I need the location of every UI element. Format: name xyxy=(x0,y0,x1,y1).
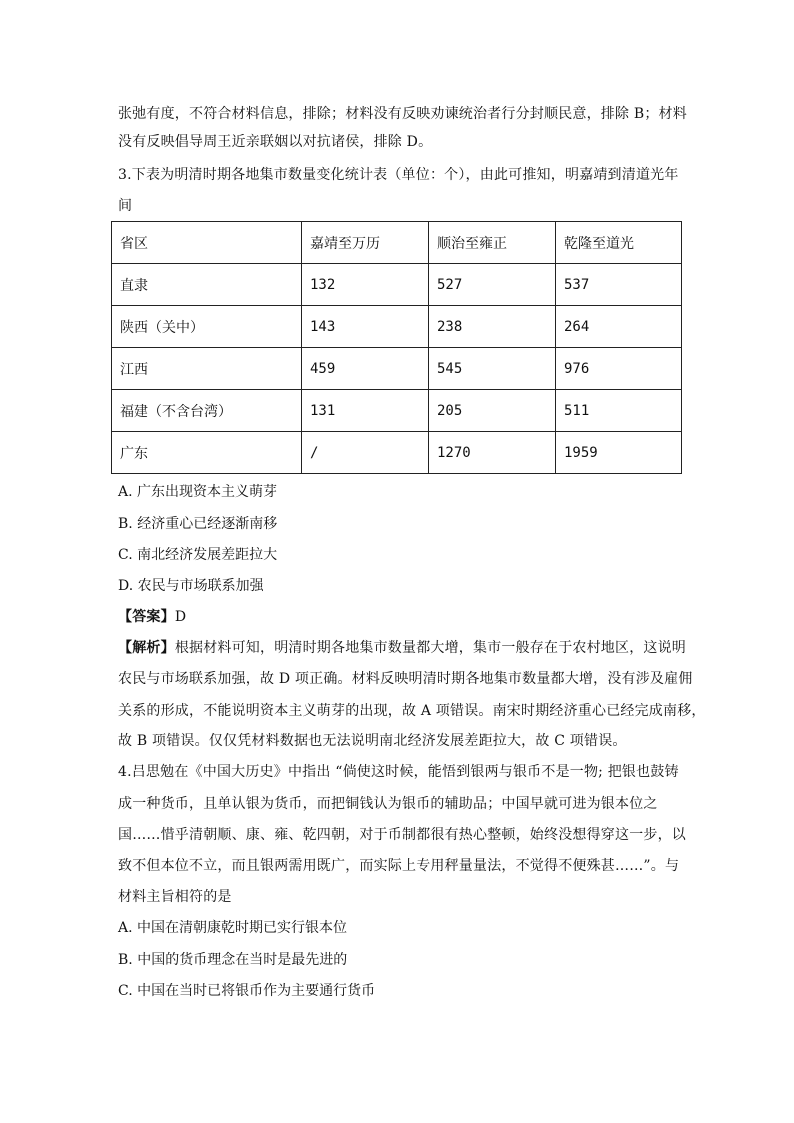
q3-option-b: B. 经济重心已经逐渐南移 xyxy=(118,516,278,532)
analysis-label: 【解析】 xyxy=(118,640,175,656)
prev-explanation-line-1: 张弛有度，不符合材料信息，排除；材料没有反映劝谏统治者行分封顺民意，排除 B；材料 xyxy=(118,106,687,122)
table-header-cell: 顺治至雍正 xyxy=(429,222,556,264)
q3-analysis-line-2: 农民与市场联系加强，故 D 项正确。材料反映明清时期各地集市数量都大增，没有涉及雇佣 xyxy=(118,671,693,687)
table-cell-value: 527 xyxy=(429,264,556,306)
q3-option-c: C. 南北经济发展差距拉大 xyxy=(118,547,278,563)
q3-analysis-line-1 xyxy=(118,638,686,658)
table-cell-value: 143 xyxy=(302,306,429,348)
q4-stem-line-4: 致不但本位不立，而且银两需用既广，而实际上专用秤量量法，不觉得不便殊甚……”。与 xyxy=(118,858,680,874)
table-header-row xyxy=(112,222,682,264)
table-row xyxy=(112,390,682,432)
table-cell-value: 1959 xyxy=(556,432,682,474)
q3-answer xyxy=(118,607,186,627)
q3-analysis-line-3: 关系的形成，不能说明资本主义萌芽的出现，故 A 项错误。南宋时期经济重心已经完成南移， xyxy=(118,703,706,719)
table-header-cell: 省区 xyxy=(112,222,302,264)
market-count-table xyxy=(111,221,682,474)
table-cell-value: 976 xyxy=(556,348,682,390)
q4-stem-line-2: 成一种货币，且单认银为货币，而把铜钱认为银币的辅助品；中国早就可进为银本位之 xyxy=(118,796,658,812)
table-cell-value: 205 xyxy=(429,390,556,432)
table-cell-value: 264 xyxy=(556,306,682,348)
table-cell-value: 238 xyxy=(429,306,556,348)
answer-value: D xyxy=(174,609,187,625)
table-cell-value: 511 xyxy=(556,390,682,432)
q4-stem-line-5: 材料主旨相符的是 xyxy=(118,889,232,905)
table-cell-province: 福建（不含台湾） xyxy=(112,390,302,432)
table-row xyxy=(112,432,682,474)
q4-stem-line-3: 国……惜乎清朝顺、康、雍、乾四朝，对于币制都很有热心整顿，始终没想得穿这一步，以 xyxy=(118,827,686,843)
table-cell-value: 132 xyxy=(302,264,429,306)
q3-option-a: A. 广东出现资本主义萌芽 xyxy=(118,484,278,500)
q3-stem-line-2: 间 xyxy=(118,198,133,214)
table-cell-value: 1270 xyxy=(429,432,556,474)
q4-option-a: A. 中国在清朝康乾时期已实行银本位 xyxy=(118,920,348,936)
table-cell-province: 直隶 xyxy=(112,264,302,306)
prev-explanation-line-2: 没有反映倡导周王近亲联姻以对抗诸侯，排除 D。 xyxy=(118,134,433,150)
table-cell-value: / xyxy=(302,432,429,474)
table-row xyxy=(112,306,682,348)
table-cell-value: 131 xyxy=(302,390,429,432)
table-row xyxy=(112,348,682,390)
q4-stem-line-1: 4.吕思勉在《中国大历史》中指出 “倘使这时候，能悟到银两与银币不是一物; 把银也鼓铸 xyxy=(118,764,679,780)
table-cell-value: 537 xyxy=(556,264,682,306)
answer-label: 【答案】 xyxy=(118,609,175,625)
table-cell-value: 545 xyxy=(429,348,556,390)
q4-option-b: B. 中国的货币理念在当时是最先进的 xyxy=(118,952,348,968)
table-cell-province: 广东 xyxy=(112,432,302,474)
q3-option-d: D. 农民与市场联系加强 xyxy=(118,578,264,594)
table-header-cell: 乾隆至道光 xyxy=(556,222,682,264)
table-cell-province: 陕西（关中） xyxy=(112,306,302,348)
q3-stem-line-1: 3.下表为明清时期各地集市数量变化统计表（单位：个），由此可推知，明嘉靖到清道光年 xyxy=(118,167,679,183)
table-row xyxy=(112,264,682,306)
table-cell-province: 江西 xyxy=(112,348,302,390)
table-cell-value: 459 xyxy=(302,348,429,390)
q3-analysis-line-4: 故 B 项错误。仅仅凭材料数据也无法说明南北经济发展差距拉大，故 C 项错误。 xyxy=(118,733,627,749)
table-header-cell: 嘉靖至万历 xyxy=(302,222,429,264)
q4-option-c: C. 中国在当时已将银币作为主要通行货币 xyxy=(118,983,376,999)
analysis-text: 根据材料可知，明清时期各地集市数量都大增，集市一般存在于农村地区，这说明 xyxy=(174,640,687,656)
